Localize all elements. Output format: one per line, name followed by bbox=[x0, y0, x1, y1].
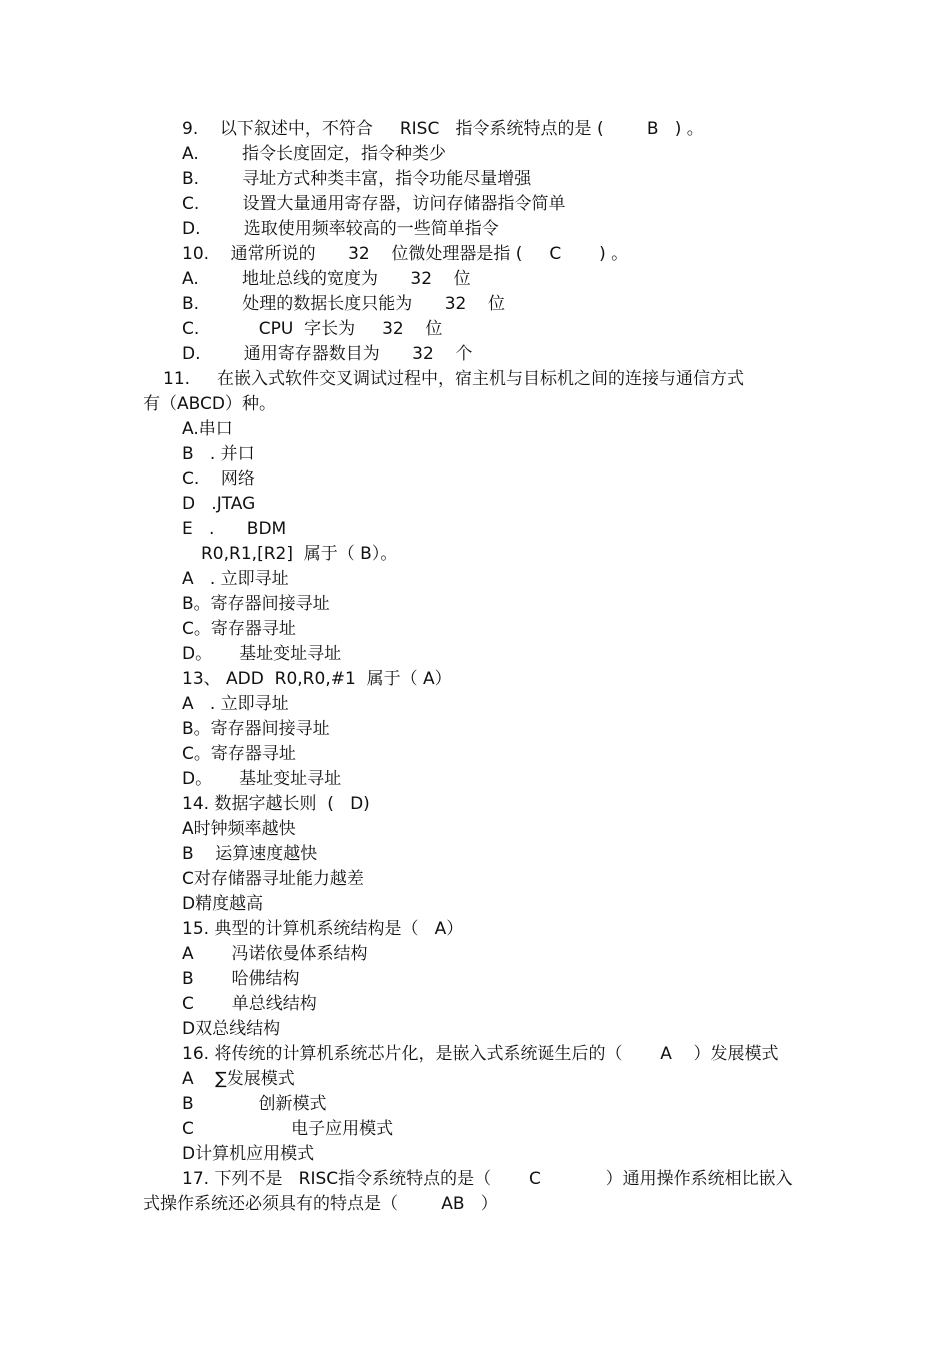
q11-option-d: D .JTAG bbox=[182, 494, 256, 514]
question-17-continued: 式操作系统还必须具有的特点是（ AB ） bbox=[143, 1194, 498, 1214]
q12-option-c: C。寄存器寻址 bbox=[182, 619, 296, 639]
q10-option-b: B. 处理的数据长度只能为 32 位 bbox=[182, 294, 505, 314]
q13-option-b: B。寄存器间接寻址 bbox=[182, 719, 330, 739]
q11-option-e: E . BDM bbox=[182, 519, 287, 539]
q16-option-a: A ∑发展模式 bbox=[182, 1069, 295, 1089]
question-12: R0,R1,[R2] 属于（ B）。 bbox=[201, 544, 398, 564]
q14-option-c: C对存储器寻址能力越差 bbox=[182, 869, 364, 889]
q12-option-b: B。寄存器间接寻址 bbox=[182, 594, 330, 614]
q15-option-b: B 哈佛结构 bbox=[182, 969, 300, 989]
question-9: 9. 以下叙述中，不符合 RISC 指令系统特点的是 ( B ) 。 bbox=[182, 119, 704, 139]
question-14: 14. 数据字越长则 ( D) bbox=[182, 794, 370, 814]
q16-option-d: D计算机应用模式 bbox=[182, 1144, 315, 1164]
q12-option-d: D。 基址变址寻址 bbox=[182, 644, 342, 664]
q11-option-c: C. 网络 bbox=[182, 469, 255, 489]
q12-option-a: A . 立即寻址 bbox=[182, 569, 289, 589]
question-11: 11. 在嵌入式软件交叉调试过程中，宿主机与目标机之间的连接与通信方式 bbox=[163, 369, 745, 389]
question-13: 13、 ADD R0,R0,#1 属于（ A） bbox=[182, 669, 452, 689]
q10-option-a: A. 地址总线的宽度为 32 位 bbox=[182, 269, 471, 289]
q16-option-c: C 电子应用模式 bbox=[182, 1119, 394, 1139]
q9-option-d: D. 选取使用频率较高的一些简单指令 bbox=[182, 219, 499, 239]
q9-option-c: C. 设置大量通用寄存器，访问存储器指令简单 bbox=[182, 194, 566, 214]
q11-option-a: A.串口 bbox=[182, 419, 233, 439]
q15-option-d: D双总线结构 bbox=[182, 1019, 281, 1039]
q10-option-d: D. 通用寄存器数目为 32 个 bbox=[182, 344, 473, 364]
question-15: 15. 典型的计算机系统结构是（ A） bbox=[182, 919, 464, 939]
q9-option-a: A. 指令长度固定，指令种类少 bbox=[182, 144, 446, 164]
q11-option-b: B . 并口 bbox=[182, 444, 255, 464]
question-17: 17. 下列不是 RISC指令系统特点的是（ C ）通用操作系统相比嵌入 bbox=[182, 1169, 793, 1189]
q15-option-c: C 单总线结构 bbox=[182, 994, 317, 1014]
q13-option-c: C。寄存器寻址 bbox=[182, 744, 296, 764]
q15-option-a: A 冯诺依曼体系结构 bbox=[182, 944, 368, 964]
q14-option-a: A时钟频率越快 bbox=[182, 819, 296, 839]
question-16: 16. 将传统的计算机系统芯片化，是嵌入式系统诞生后的（ A ）发展模式 bbox=[182, 1044, 779, 1064]
q9-option-b: B. 寻址方式种类丰富，指令功能尽量增强 bbox=[182, 169, 532, 189]
q10-option-c: C. CPU 字长为 32 位 bbox=[182, 319, 443, 339]
q13-option-d: D。 基址变址寻址 bbox=[182, 769, 342, 789]
question-11-continued: 有（ABCD）种。 bbox=[143, 394, 276, 414]
q14-option-d: D精度越高 bbox=[182, 894, 264, 914]
q13-option-a: A . 立即寻址 bbox=[182, 694, 289, 714]
q14-option-b: B 运算速度越快 bbox=[182, 844, 318, 864]
q16-option-b: B 创新模式 bbox=[182, 1094, 327, 1114]
question-10: 10. 通常所说的 32 位微处理器是指 ( C ) 。 bbox=[182, 244, 629, 264]
